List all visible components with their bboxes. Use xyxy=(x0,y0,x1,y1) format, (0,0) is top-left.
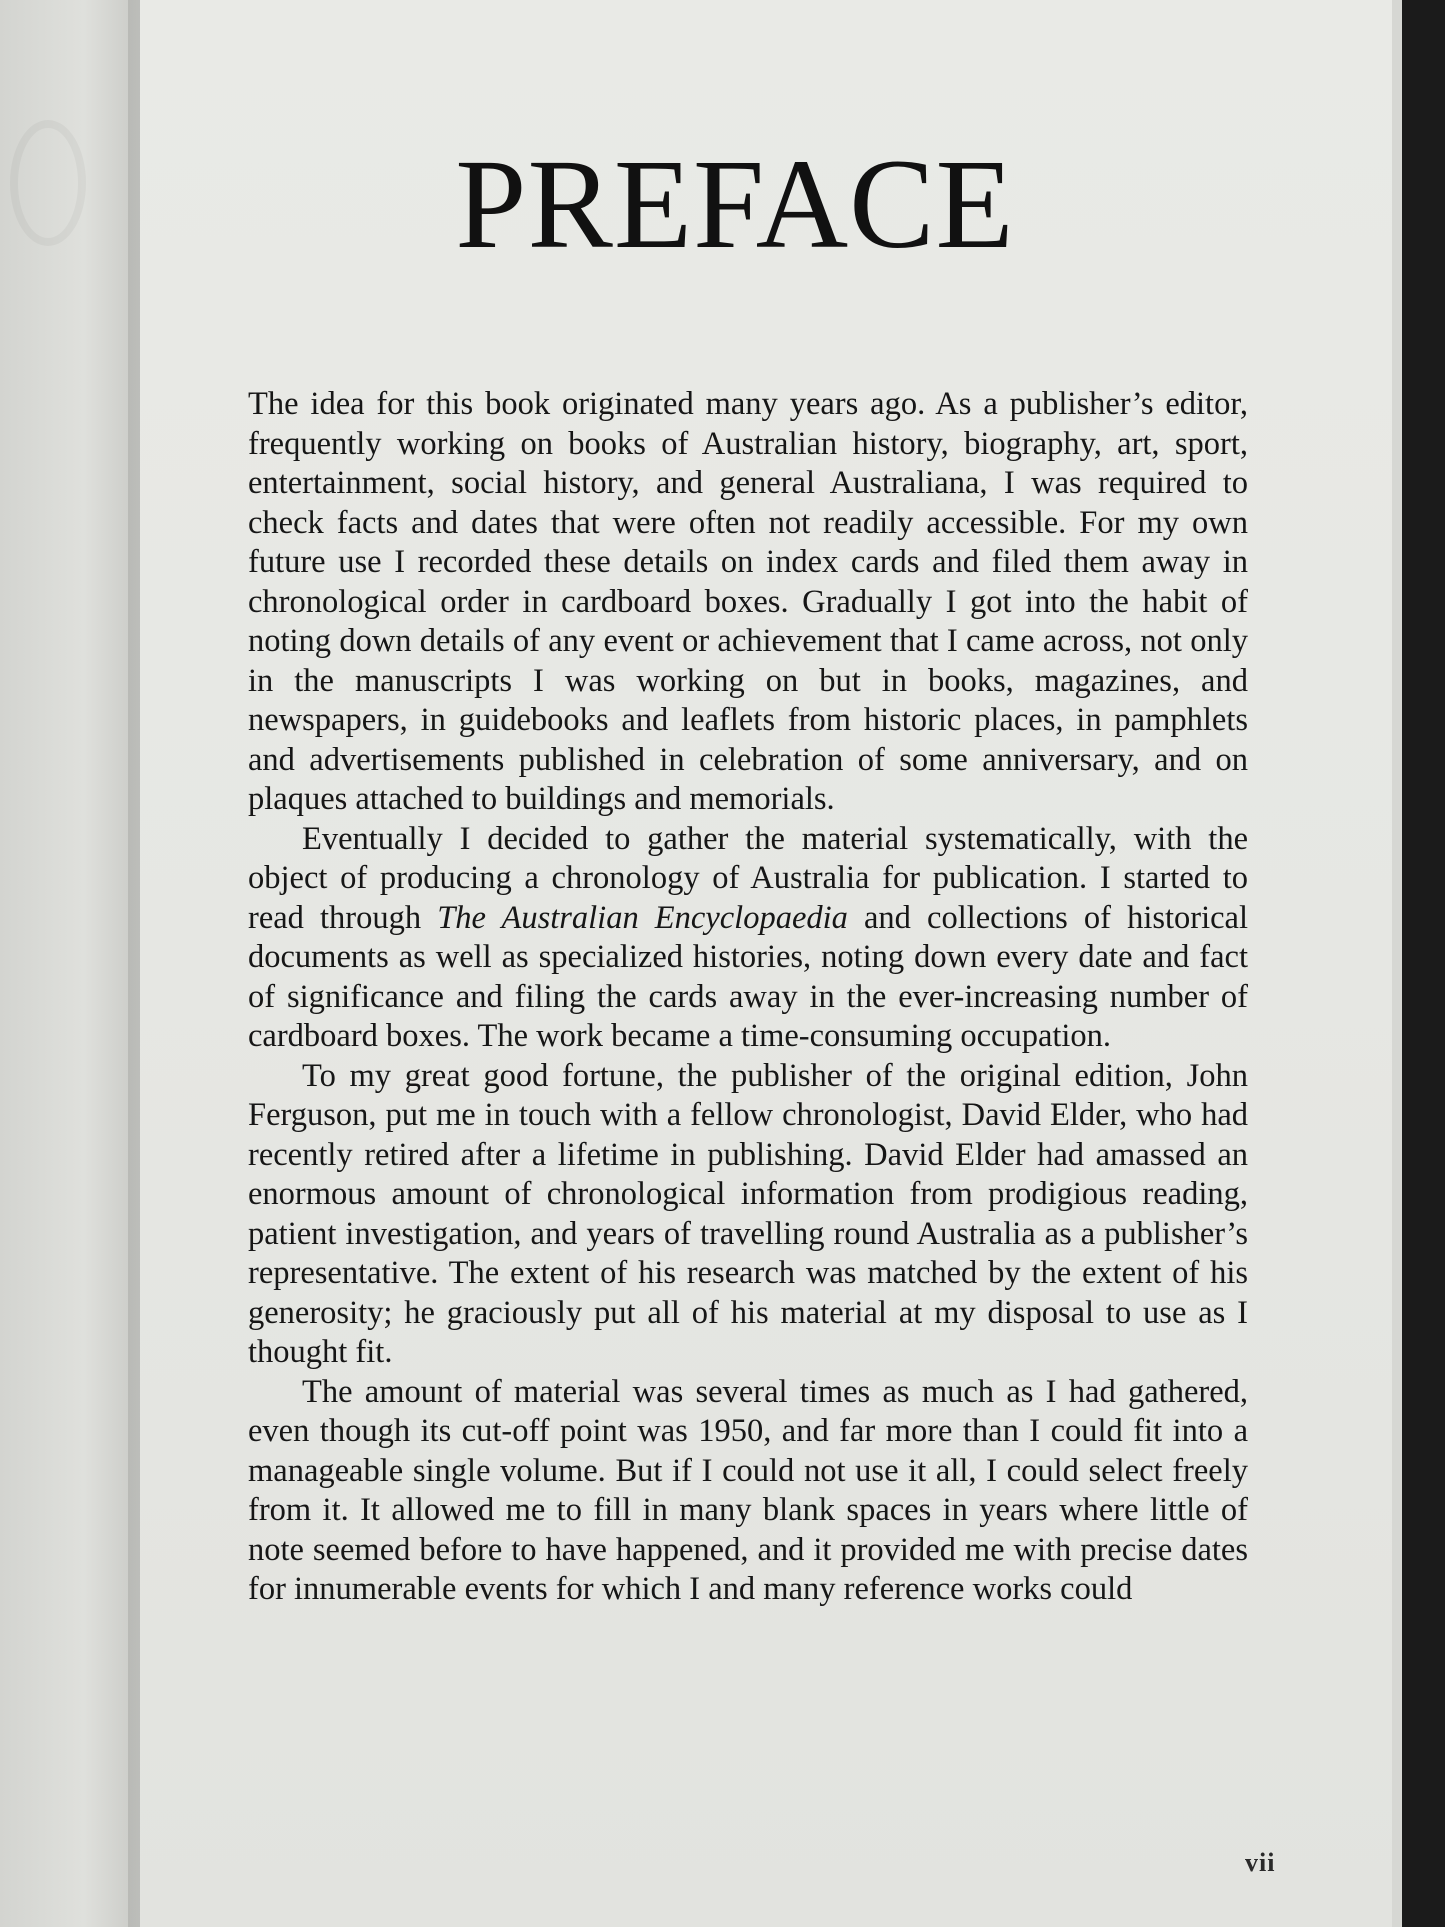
preface-body xyxy=(248,385,1248,1610)
facing-page xyxy=(0,0,140,1927)
page-title: PREFACE xyxy=(455,133,1015,275)
paragraph-3: To my great good fortune, the publisher of the original edition, John Ferguson, put me in touch with a fellow chronologist, David Elder, who had recently retired after a lifetime in publishing. David Elder had amassed an enormous amount of chronological information from prodigious reading, patient investigation, and years of travelling round Australia as a publisher’s representative. The extent of his research was matched by the extent of his generosity; he graciously put all of his material at my disposal to use as I thought fit. xyxy=(248,1057,1248,1370)
paragraph-2 xyxy=(248,820,1248,1057)
paragraph-1: The idea for this book originated many years ago. As a publisher’s editor, frequently working on books of Australian history, biography, art, sport, entertainment, social history, and general Australiana, I was required to check facts and dates that were often not readily accessible. For my own future use I recorded these details on index cards and filed them away in chronological order in cardboard boxes. Gradually I got into the habit of noting down details of any event or achievement that I came across, not only in the manuscripts I was working on but in books, magazines, and newspapers, in guidebooks and leaflets from historic places, in pamphlets and advertisements published in celebration of some anniversary, and on plaques attached to buildings and memorials. xyxy=(248,386,1248,817)
show-through-mark xyxy=(10,120,86,246)
book-title-reference: The Australian Encyclopaedia xyxy=(437,899,848,936)
paragraph-4: The amount of material was several times as much as I had gathered, even though its cut-off point was 1950, and far more than I could fit into a manageable single volume. But if I could not use it all, I could select freely from it. It allowed me to fill in many blank spaces in years where little of note seemed before to have happened, and it provided me with precise dates for innumerable events for which I and many reference works could xyxy=(248,1373,1248,1607)
book-page xyxy=(140,0,1392,1927)
page-number: vii xyxy=(1245,1848,1276,1877)
paragraph-2-text-start: Eventually I decided to gather the material systematically, with the object of producing a chronology of Australia for publication. I started to read through xyxy=(248,820,1248,936)
page-edge xyxy=(1392,0,1402,1927)
paragraph-2-text-end: and collections of historical documents as well as specialized histories, noting down every date and fact of significance and filing the cards away in the ever-increasing number of cardboard boxes. The work became a time-consuming occupation. xyxy=(248,899,1249,1054)
